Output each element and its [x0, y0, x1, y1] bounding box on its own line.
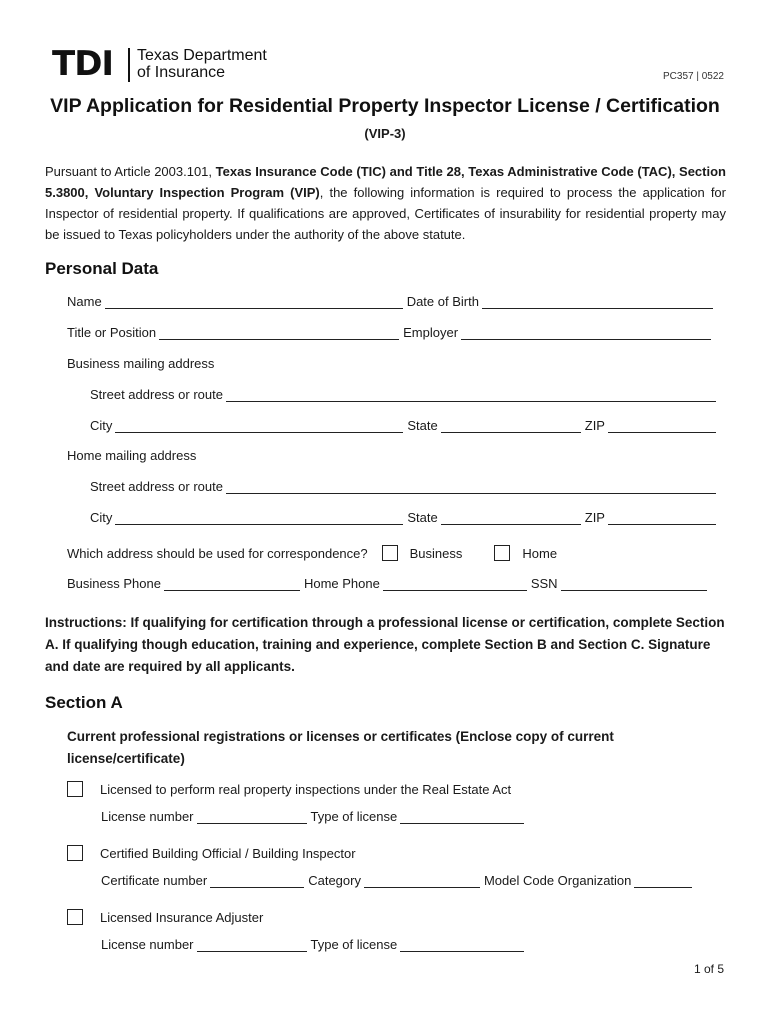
license-number-field-2[interactable] — [197, 939, 307, 952]
business-phone-field[interactable] — [164, 578, 300, 591]
home-street-label: Street address or route — [90, 479, 223, 494]
business-street-row — [90, 387, 720, 402]
page-number: 1 of 5 — [693, 962, 724, 976]
form-number: PC357 | 0522 — [663, 71, 724, 82]
ssn-label: SSN — [530, 576, 558, 591]
home-address-label: Home mailing address — [67, 448, 197, 463]
type-of-license-field-2[interactable] — [400, 939, 524, 952]
home-zip-field[interactable] — [608, 512, 716, 525]
logo-divider — [128, 48, 130, 82]
home-phone-field[interactable] — [383, 578, 527, 591]
logo-agency-name — [137, 47, 267, 81]
dob-field[interactable] — [482, 296, 713, 309]
intro-statute: Texas Insurance Code (TIC) and Title 28, Texas Administrative Code (TAC), Section 5.3800, Voluntary Inspection Program (VIP) — [45, 164, 726, 200]
correspondence-row — [67, 545, 557, 561]
home-city-row — [90, 510, 720, 525]
employer-field[interactable] — [461, 327, 711, 340]
employer-label: Employer — [403, 325, 459, 340]
building-official-item — [67, 845, 356, 861]
tdi-logo: TDI — [52, 44, 114, 84]
business-street-field[interactable] — [226, 389, 716, 402]
title-row — [67, 325, 715, 340]
certificate-number-label: Certificate number — [101, 873, 208, 888]
phone-row — [67, 576, 711, 591]
ssn-field[interactable] — [561, 578, 707, 591]
license-number-label-1: License number — [101, 809, 194, 824]
name-row — [67, 294, 717, 309]
name-field[interactable] — [105, 296, 403, 309]
business-option-label: Business — [409, 545, 463, 561]
license-number-label-2: License number — [101, 937, 194, 952]
real-estate-checkbox[interactable] — [67, 781, 83, 797]
home-option-label: Home — [522, 545, 558, 561]
business-street-label: Street address or route — [90, 387, 223, 402]
home-street-field[interactable] — [226, 481, 716, 494]
home-zip-label: ZIP — [584, 510, 605, 525]
building-official-label: Certified Building Official / Building Inspector — [100, 845, 356, 861]
business-zip-label: ZIP — [584, 418, 605, 433]
home-address-row — [67, 448, 196, 463]
home-state-field[interactable] — [441, 512, 581, 525]
business-city-row — [90, 418, 720, 433]
page-title: VIP Application for Residential Property Inspector License / Certification — [50, 95, 720, 117]
certificate-number-field[interactable] — [210, 875, 304, 888]
adjuster-item — [67, 909, 263, 925]
personal-data-heading: Personal Data — [45, 259, 159, 278]
title-position-label: Title or Position — [67, 325, 157, 340]
home-phone-label: Home Phone — [303, 576, 380, 591]
type-of-license-field-1[interactable] — [400, 811, 524, 824]
type-of-license-label-1: Type of license — [310, 809, 398, 824]
home-city-field[interactable] — [115, 512, 403, 525]
category-label: Category — [308, 873, 361, 888]
model-code-org-label: Model Code Organization — [483, 873, 632, 888]
license-number-field-1[interactable] — [197, 811, 307, 824]
home-city-label: City — [90, 510, 113, 525]
title-position-field[interactable] — [159, 327, 399, 340]
building-official-cert-row — [101, 873, 696, 888]
business-phone-label: Business Phone — [67, 576, 161, 591]
correspondence-question: Which address should be used for correspondence? — [67, 545, 368, 561]
instructions: Instructions: If qualifying for certification through a professional license or certification, complete Section A. If qualifying though education, training and experience, complete Section B and Section C. Signature and date are required by all applicants. — [45, 615, 725, 674]
model-code-org-field[interactable] — [634, 875, 692, 888]
home-state-label: State — [407, 510, 438, 525]
type-of-license-label-2: Type of license — [310, 937, 398, 952]
business-state-label: State — [407, 418, 438, 433]
business-address-row — [67, 356, 214, 371]
real-estate-label: Licensed to perform real property inspections under the Real Estate Act — [100, 781, 512, 797]
home-checkbox[interactable] — [494, 545, 510, 561]
home-street-row — [90, 479, 720, 494]
logo-line-1: Texas Department — [137, 47, 267, 64]
section-a-description: Current professional registrations or licenses or certificates (Enclose copy of current license/certificate) — [67, 729, 614, 766]
building-official-checkbox[interactable] — [67, 845, 83, 861]
business-checkbox[interactable] — [382, 545, 398, 561]
business-address-label: Business mailing address — [67, 356, 215, 371]
adjuster-license-row — [101, 937, 528, 952]
intro-text-2: , the following information is required to process the application for Inspector of residential property. If qualifications are approved, Certificates of insurability for residential property may be issued to Texas policyholders under the authority of the above statute. — [45, 185, 726, 242]
business-zip-field[interactable] — [608, 420, 716, 433]
intro-text-1: Pursuant to Article 2003.101, — [45, 164, 216, 179]
business-state-field[interactable] — [441, 420, 581, 433]
name-label: Name — [67, 294, 102, 309]
business-city-field[interactable] — [115, 420, 403, 433]
adjuster-checkbox[interactable] — [67, 909, 83, 925]
intro-paragraph — [45, 161, 726, 245]
dob-label: Date of Birth — [406, 294, 479, 309]
adjuster-label: Licensed Insurance Adjuster — [100, 909, 264, 925]
section-a-heading: Section A — [45, 693, 123, 712]
logo-line-2: of Insurance — [137, 64, 226, 81]
category-field[interactable] — [364, 875, 480, 888]
business-city-label: City — [90, 418, 113, 433]
real-estate-license-row — [101, 809, 528, 824]
real-estate-item — [67, 781, 511, 797]
form-code: (VIP-3) — [364, 126, 406, 141]
